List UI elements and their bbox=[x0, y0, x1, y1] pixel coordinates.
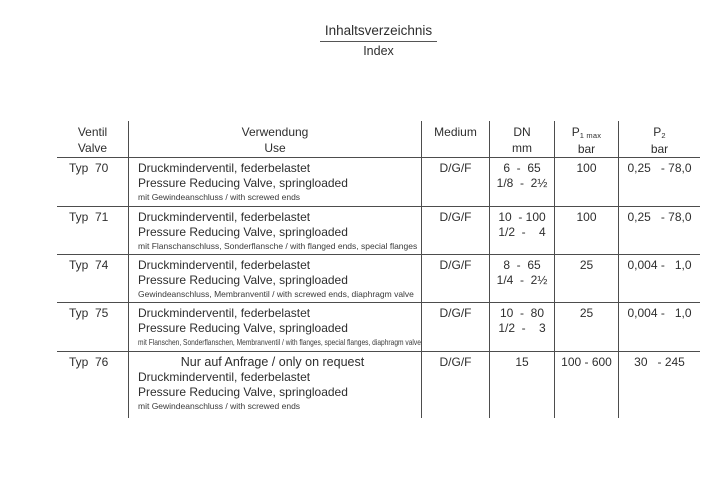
p1max-cell: 25 bbox=[554, 303, 618, 352]
header-p2-symbol: $P_2$ bbox=[653, 125, 666, 140]
dn-range-inch: 1/2 - 3 bbox=[498, 321, 546, 335]
header-dn-unit: mm bbox=[512, 141, 532, 156]
dn-cell bbox=[489, 158, 554, 207]
use-cell bbox=[128, 303, 421, 352]
use-cell bbox=[128, 158, 421, 207]
p1max-cell: 100 - 600 bbox=[554, 352, 618, 418]
use-description-de: Druckminderventil, federbelastet bbox=[138, 210, 311, 224]
header-use bbox=[128, 121, 421, 158]
use-description-en: Pressure Reducing Valve, springloaded bbox=[138, 320, 348, 335]
use-cell bbox=[128, 352, 421, 418]
p2-cell: 0,004 - 1,0 bbox=[618, 303, 700, 352]
use-connection-note: mit Gewindeanschluss / with screwed ends bbox=[138, 401, 301, 411]
valve-type-cell: Typ 74 bbox=[57, 255, 128, 303]
dn-cell bbox=[489, 207, 554, 255]
medium-cell: D/G/F bbox=[421, 303, 489, 352]
valve-type-cell: Typ 71 bbox=[57, 207, 128, 255]
header-use-de: Verwendung bbox=[241, 125, 309, 139]
header-p2-unit: bar bbox=[650, 142, 669, 157]
medium-cell: D/G/F bbox=[421, 158, 489, 207]
dn-range-inch: 1/2 - 4 bbox=[498, 225, 546, 239]
valve-type-cell: Typ 76 bbox=[69, 355, 109, 369]
use-description-de: Druckminderventil, federbelastet bbox=[138, 258, 311, 272]
header-use-en: Use bbox=[264, 141, 286, 156]
use-connection-note: mit Flanschen, Sonderflanschen, Membranventil / with flanges, special flanges, diaphragm valve bbox=[138, 336, 421, 347]
use-description-de: Druckminderventil, federbelastet bbox=[138, 306, 311, 320]
dn-range-inch: 1/8 - 2½ bbox=[496, 176, 548, 190]
use-description-en: Pressure Reducing Valve, springloaded bbox=[138, 272, 348, 287]
title-german: Inhaltsverzeichnis bbox=[320, 23, 437, 42]
use-description-en: Pressure Reducing Valve, springloaded bbox=[138, 384, 348, 399]
p2-cell: 0,004 - 1,0 bbox=[618, 255, 700, 303]
use-cell bbox=[128, 255, 421, 303]
use-description-de: Druckminderventil, federbelastet bbox=[138, 161, 311, 175]
header-medium-label: Medium bbox=[434, 125, 477, 139]
dn-cell bbox=[489, 352, 554, 418]
medium-cell: D/G/F bbox=[421, 207, 489, 255]
p1-subscript: 1 max bbox=[579, 131, 602, 140]
header-p1-symbol: $P_{1 max}$ bbox=[571, 125, 602, 140]
use-connection-note: Gewindeanschluss, Membranventil / with screwed ends, diaphragm valve bbox=[138, 288, 414, 299]
use-description-en: Pressure Reducing Valve, springloaded bbox=[138, 175, 348, 190]
dn-range-mm: 8 - 65 bbox=[503, 258, 541, 272]
p2-subscript: 2 bbox=[661, 131, 666, 140]
use-request-note: Nur auf Anfrage / only on request bbox=[180, 355, 365, 369]
header-p1max bbox=[554, 121, 618, 158]
p2-cell: 30 - 245 bbox=[618, 352, 700, 418]
dn-cell bbox=[489, 255, 554, 303]
use-connection-note: mit Gewindeanschluss / with screwed ends bbox=[138, 191, 301, 202]
dn-cell bbox=[489, 303, 554, 352]
header-dn-label: DN bbox=[513, 125, 531, 139]
header-valve-en: Valve bbox=[77, 141, 108, 156]
p1max-cell: 100 bbox=[554, 158, 618, 207]
page-title bbox=[57, 21, 700, 60]
use-description-de: Druckminderventil, federbelastet bbox=[138, 370, 311, 385]
dn-range-mm: 6 - 65 bbox=[503, 161, 541, 175]
header-p1-unit: bar bbox=[577, 142, 596, 157]
p2-cell: 0,25 - 78,0 bbox=[618, 207, 700, 255]
valve-type-cell: Typ 70 bbox=[57, 158, 128, 207]
dn-range-inch: 1/4 - 2½ bbox=[496, 273, 548, 287]
header-valve bbox=[57, 121, 128, 158]
p2-cell: 0,25 - 78,0 bbox=[618, 158, 700, 207]
header-valve-de: Ventil bbox=[77, 125, 108, 139]
p1max-cell: 25 bbox=[554, 255, 618, 303]
header-p2 bbox=[618, 121, 700, 158]
dn-range-mm: 10 - 100 bbox=[498, 210, 546, 224]
valve-index-table bbox=[57, 121, 700, 418]
header-dn bbox=[489, 121, 554, 158]
title-english: Index bbox=[363, 43, 394, 58]
valve-type-cell: Typ 75 bbox=[57, 303, 128, 352]
use-description-en: Pressure Reducing Valve, springloaded bbox=[138, 224, 348, 239]
medium-cell: D/G/F bbox=[421, 352, 489, 418]
use-cell bbox=[128, 207, 421, 255]
p1max-cell: 100 bbox=[554, 207, 618, 255]
medium-cell: D/G/F bbox=[421, 255, 489, 303]
dn-range-mm: 10 - 80 bbox=[499, 306, 545, 320]
dn-range-mm: 15 bbox=[515, 355, 529, 369]
use-connection-note: mit Flanschanschluss, Sonderflansche / with flanged ends, special flanges bbox=[138, 240, 418, 251]
header-medium bbox=[421, 121, 489, 158]
